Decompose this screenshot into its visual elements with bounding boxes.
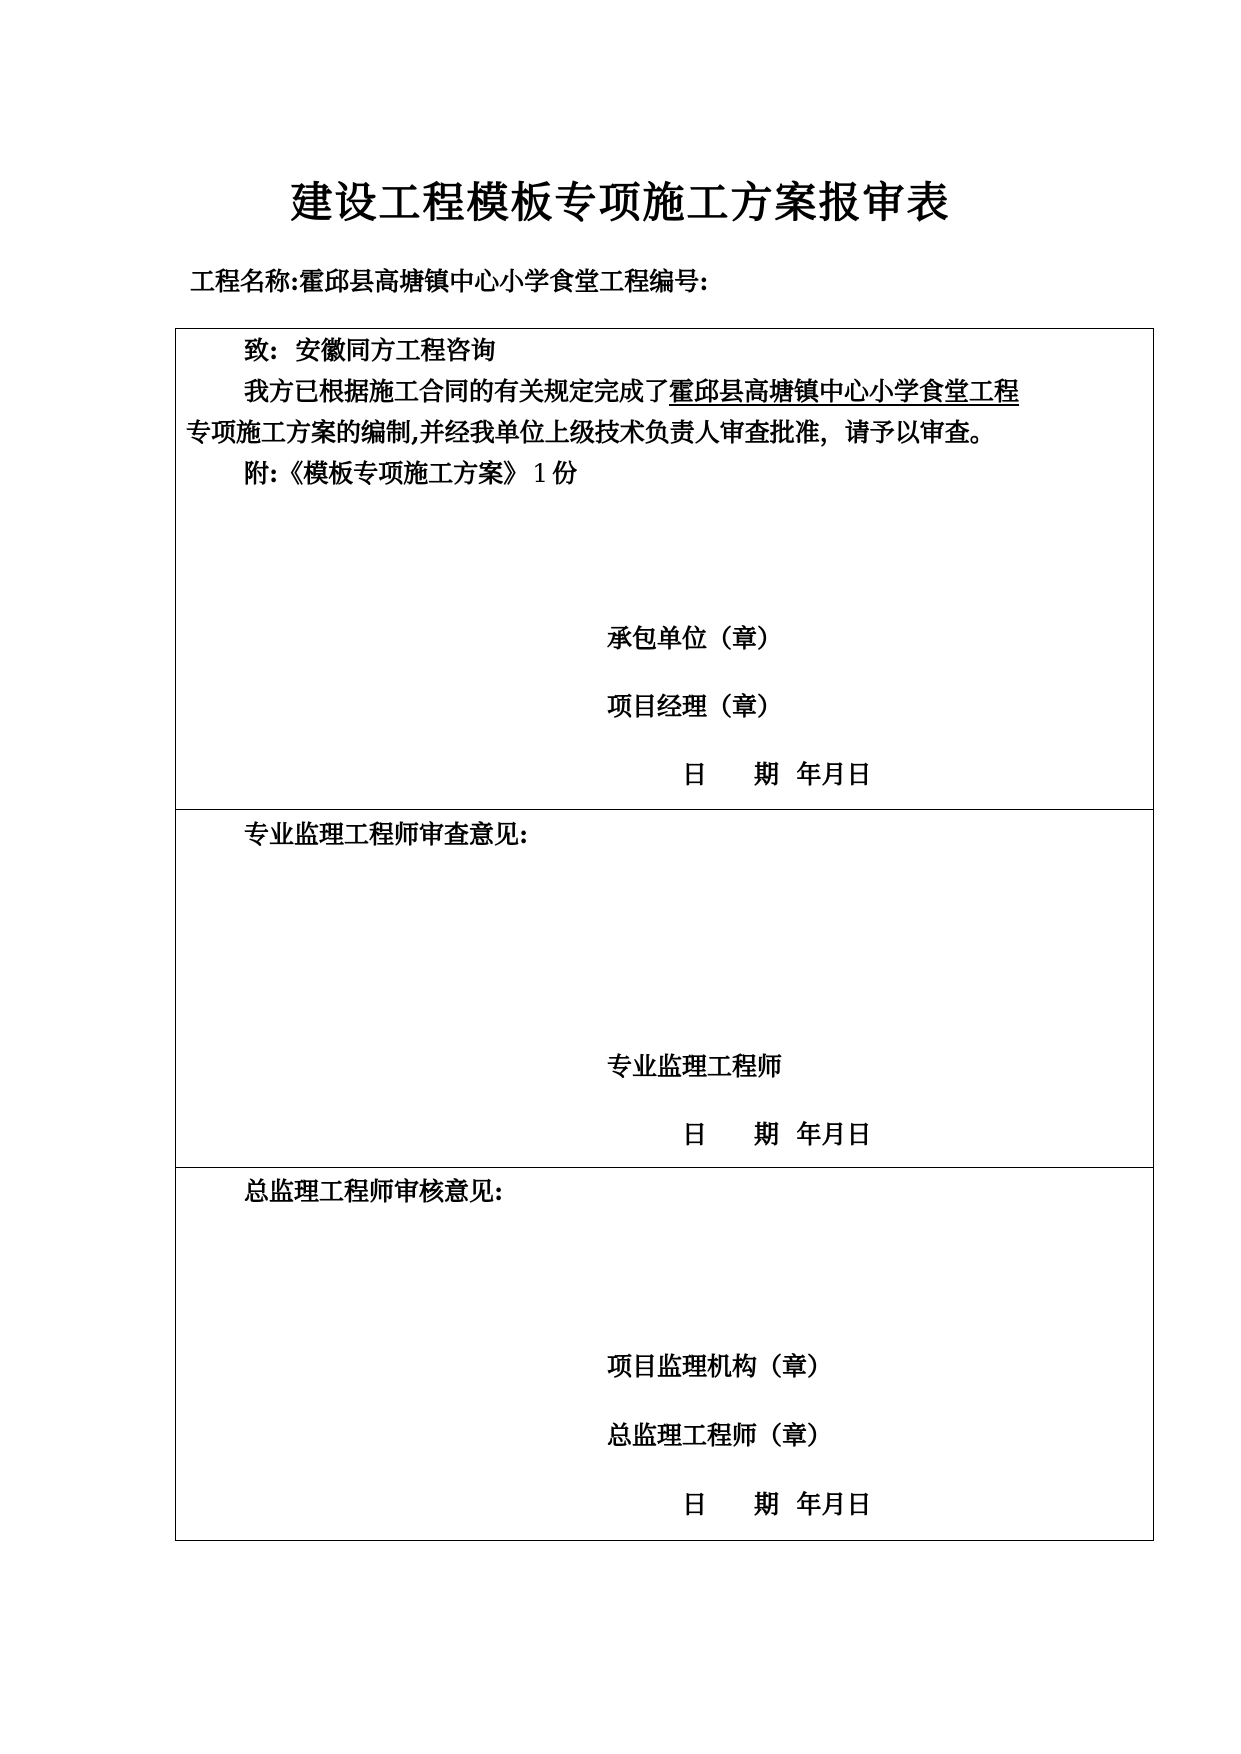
date-ymd: 年月日: [796, 1490, 872, 1519]
chief-review-section: [176, 1168, 1153, 1540]
attachment-prefix: 附:《模板专项施工方案》: [244, 459, 529, 488]
date-ri: 日: [682, 1490, 708, 1519]
attachment-count: 1: [532, 459, 549, 488]
chief-review-heading: 总监理工程师审核意见:: [244, 1177, 504, 1206]
chief-date-line: [682, 1492, 871, 1517]
addressee-label: 致:: [244, 336, 279, 365]
date-ri: 日: [682, 1120, 708, 1149]
project-number-label: 编号:: [649, 267, 709, 296]
contractor-seal-label: 承包单位（章）: [607, 624, 783, 653]
submission-body-prefix: 我方已根据施工合同的有关规定完成了: [244, 377, 670, 406]
date-ymd: 年月日: [796, 1120, 872, 1149]
project-info-line: [190, 262, 708, 298]
attachment-line: [244, 461, 577, 486]
specialist-date-line: [682, 1122, 871, 1147]
date-qi: 期: [754, 1490, 780, 1519]
approval-form-table: [175, 328, 1154, 1541]
submission-body-line-1: [244, 379, 1019, 404]
specialist-review-heading: 专业监理工程师审查意见:: [244, 820, 529, 849]
addressee-line: [244, 338, 496, 363]
specialist-review-section: [176, 810, 1153, 1168]
supervision-org-seal-label: 项目监理机构（章）: [607, 1352, 833, 1381]
submission-body-line-2: 专项施工方案的编制,并经我单位上级技术负责人审查批准，请予以审查。: [186, 418, 995, 447]
chief-engineer-seal-label: 总监理工程师（章）: [607, 1421, 833, 1450]
date-ymd: 年月日: [796, 760, 872, 789]
date-ri: 日: [682, 760, 708, 789]
attachment-unit: 份: [552, 459, 578, 488]
contractor-submission-section: [176, 329, 1153, 810]
form-title: 建设工程模板专项施工方案报审表: [290, 178, 951, 227]
submission-project-name: 霍邱县高塘镇中心小学食堂工程: [669, 377, 1020, 406]
specialist-engineer-label: 专业监理工程师: [607, 1052, 783, 1081]
date-qi: 期: [754, 760, 780, 789]
date-qi: 期: [754, 1120, 780, 1149]
addressee-value: 安徽同方工程咨询: [295, 336, 496, 365]
project-name-label: 工程名称:: [190, 267, 300, 296]
project-manager-seal-label: 项目经理（章）: [607, 692, 783, 721]
contractor-date-line: [682, 762, 871, 787]
project-name-value: 霍邱县高塘镇中心小学食堂工程: [299, 267, 650, 296]
